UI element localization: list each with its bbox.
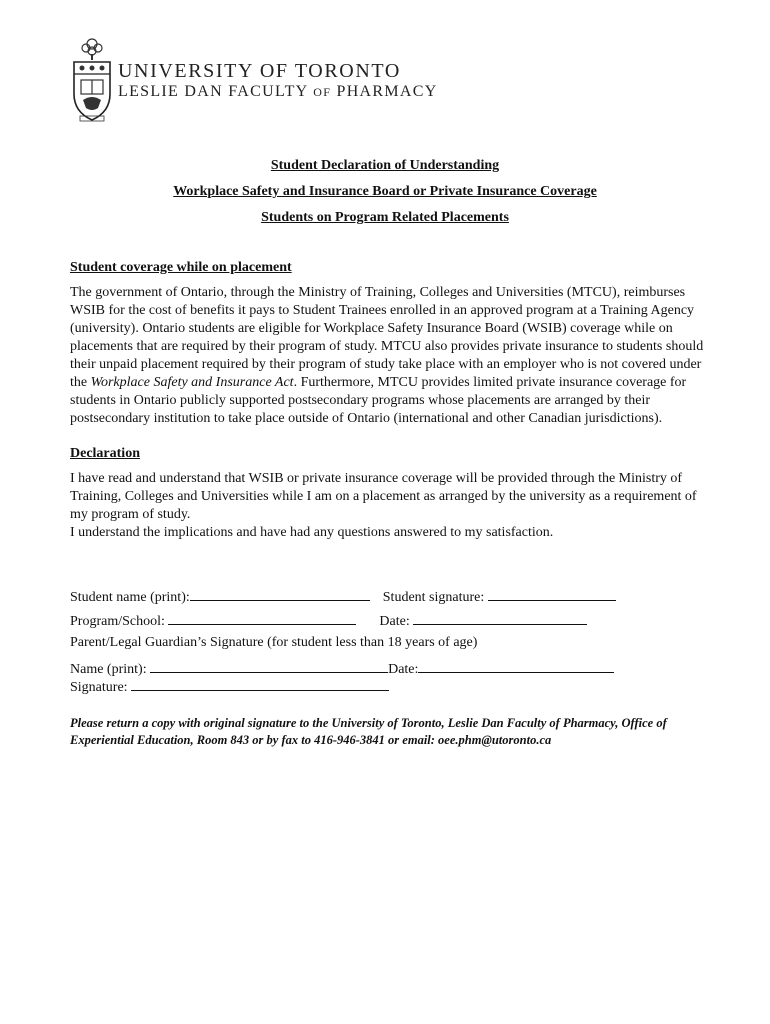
name-print-label: Name (print):	[70, 662, 147, 677]
coverage-paragraph	[70, 284, 710, 428]
program-field[interactable]	[168, 610, 356, 625]
student-signature-label: Student signature:	[382, 590, 485, 605]
faculty-name	[118, 83, 438, 101]
date-field[interactable]	[413, 610, 587, 625]
signature-form	[70, 586, 710, 694]
document-titles	[0, 157, 770, 235]
student-name-row	[70, 586, 710, 604]
document-body	[70, 259, 710, 542]
title-placements: Students on Program Related Placements	[261, 210, 509, 225]
university-crest-icon	[70, 36, 114, 122]
student-name-field[interactable]	[190, 586, 370, 601]
signature-label: Signature:	[70, 680, 128, 695]
student-signature-field[interactable]	[488, 586, 616, 601]
name-print-row	[70, 658, 710, 676]
student-name-label: Student name (print):	[70, 590, 190, 605]
faculty-name-part2: PHARMACY	[336, 83, 438, 100]
university-name: UNIVERSITY OF TORONTO	[118, 60, 401, 82]
date2-label: Date:	[388, 662, 419, 677]
guardian-signature-field[interactable]	[131, 676, 389, 691]
guardian-signature-row	[70, 676, 710, 694]
wsi-act-name: Workplace Safety and Insurance Act	[90, 375, 294, 390]
declaration-heading: Declaration	[70, 446, 140, 461]
faculty-name-part1: LESLIE DAN FACULTY	[118, 83, 308, 100]
program-label: Program/School:	[70, 614, 165, 629]
title-declaration: Student Declaration of Understanding	[270, 158, 500, 173]
coverage-text-1: The government of Ontario, through the Ministry of Training, Colleges and Universities (MTCU), reimburses WSIB for the cost of benefits it pays to Student Trainees enrolled in an approved program at a Training Agency (university). Ontario students are eligible for Workplace Safety Insurance Board (WSIB) coverage while on placements that are required by their program of study. MTCU also provides private insurance to students should their unpaid placement required by their program of study take place with an employer who is not covered under the	[70, 285, 704, 390]
declaration-implications: I understand the implications and have had any questions answered to my satisfaction.	[70, 525, 554, 540]
return-instructions: Please return a copy with original signature to the University of Toronto, Leslie Dan Faculty of Pharmacy, Office of Experiential Education, Room 843 or by fax to 416-946-3841 or email: oee.phm@utoronto.ca	[70, 716, 667, 747]
title-coverage: Workplace Safety and Insurance Board or Private Insurance Coverage	[173, 184, 597, 199]
faculty-logo	[70, 36, 470, 122]
guardian-label: Parent/Legal Guardian’s Signature (for student less than 18 years of age)	[70, 635, 478, 650]
program-row	[70, 610, 710, 628]
coverage-heading: Student coverage while on placement	[70, 260, 292, 275]
declaration-paragraph: I have read and understand that WSIB or private insurance coverage will be provided through the Ministry of Training, Colleges and Universities while I am on a placement as arranged by the university as a requirement of my program of study.	[70, 471, 697, 522]
name-print-field[interactable]	[150, 658, 388, 673]
date-label: Date:	[379, 614, 410, 629]
date2-field[interactable]	[418, 658, 614, 673]
coverage-text-2: . Furthermore, MTCU provides limited private insurance coverage for students in Ontario publicly supported postsecondary programs whose placements are arranged by their postsecondary institution to take place outside of Ontario (international and other Canadian jurisdictions).	[70, 375, 687, 426]
guardian-row	[70, 634, 710, 652]
faculty-name-of: OF	[313, 85, 332, 99]
